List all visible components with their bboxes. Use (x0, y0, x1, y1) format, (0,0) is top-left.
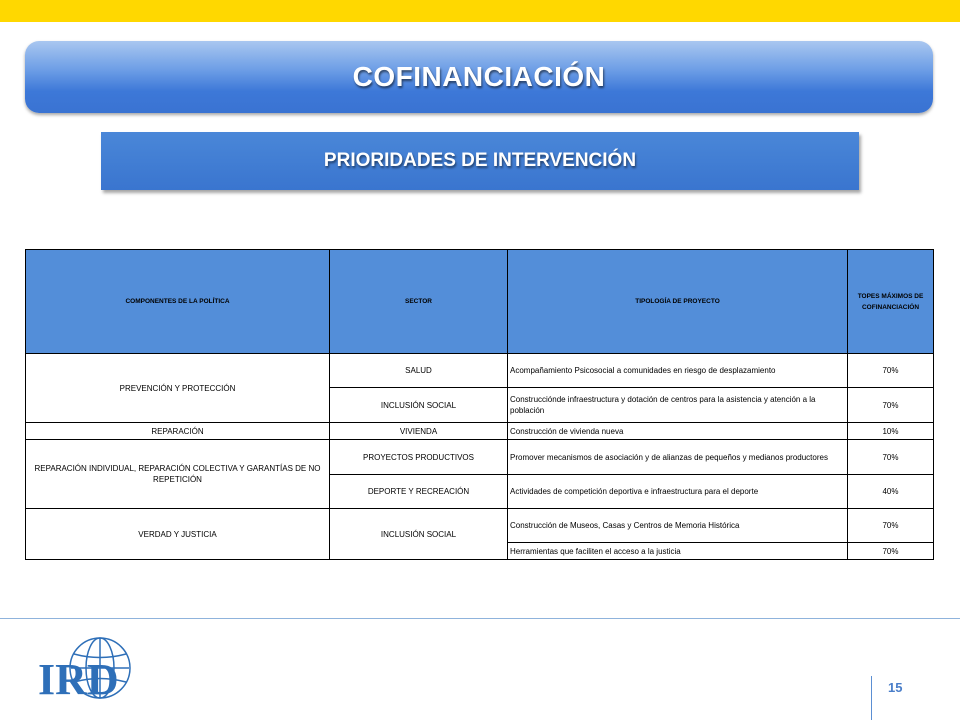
top-accent-bar (0, 0, 960, 22)
page-number-divider (871, 676, 872, 720)
typology-cell: Construcción de Museos, Casas y Centros de Memoria Histórica (508, 509, 848, 543)
sector-cell: PROYECTOS PRODUCTIVOS (330, 440, 508, 475)
priorities-table (25, 249, 934, 560)
ird-logo (36, 634, 141, 704)
table-header-row (26, 250, 934, 354)
header-components: COMPONENTES DE LA POLÍTICA (26, 250, 330, 354)
header-max-cap: TOPES MÁXIMOS DE COFINANCIACIÓN (848, 250, 934, 354)
component-cell: REPARACIÓN INDIVIDUAL, REPARACIÓN COLECTIVA Y GARANTÍAS DE NO REPETICIÓN (26, 440, 330, 509)
header-typology: TIPOLOGÍA DE PROYECTO (508, 250, 848, 354)
table-row (26, 354, 934, 388)
footer-divider-line (0, 618, 960, 619)
table-row (26, 509, 934, 543)
sector-cell: SALUD (330, 354, 508, 388)
title-banner (25, 41, 933, 113)
logo-text: IRD (38, 655, 119, 704)
page-number: 15 (888, 680, 903, 695)
slide-subtitle: PRIORIDADES DE INTERVENCIÓN (323, 150, 637, 171)
component-cell: REPARACIÓN (26, 423, 330, 440)
sector-cell: INCLUSIÓN SOCIAL (330, 388, 508, 423)
sector-cell: VIVIENDA (330, 423, 508, 440)
cap-cell: 70% (848, 543, 934, 560)
cap-cell: 70% (848, 509, 934, 543)
subtitle-banner (101, 132, 859, 190)
component-cell: VERDAD Y JUSTICIA (26, 509, 330, 560)
component-cell: PREVENCIÓN Y PROTECCIÓN (26, 354, 330, 423)
cap-cell: 70% (848, 440, 934, 475)
header-sector: SECTOR (330, 250, 508, 354)
cap-cell: 70% (848, 354, 934, 388)
typology-cell: Actividades de competición deportiva e infraestructura para el deporte (508, 475, 848, 509)
typology-cell: Promover mecanismos de asociación y de alianzas de pequeños y medianos productores (508, 440, 848, 475)
typology-cell: Construcción de vivienda nueva (508, 423, 848, 440)
typology-cell: Construcciónde infraestructura y dotación de centros para la asistencia y atención a la población (508, 388, 848, 423)
sector-cell: DEPORTE Y RECREACIÓN (330, 475, 508, 509)
typology-cell: Herramientas que faciliten el acceso a la justicia (508, 543, 848, 560)
typology-cell: Acompañamiento Psicosocial a comunidades en riesgo de desplazamiento (508, 354, 848, 388)
slide-title: COFINANCIACIÓN (352, 61, 606, 92)
sector-cell: INCLUSIÓN SOCIAL (330, 509, 508, 560)
cap-cell: 10% (848, 423, 934, 440)
table-row (26, 440, 934, 475)
cap-cell: 70% (848, 388, 934, 423)
table-row (26, 423, 934, 440)
cap-cell: 40% (848, 475, 934, 509)
